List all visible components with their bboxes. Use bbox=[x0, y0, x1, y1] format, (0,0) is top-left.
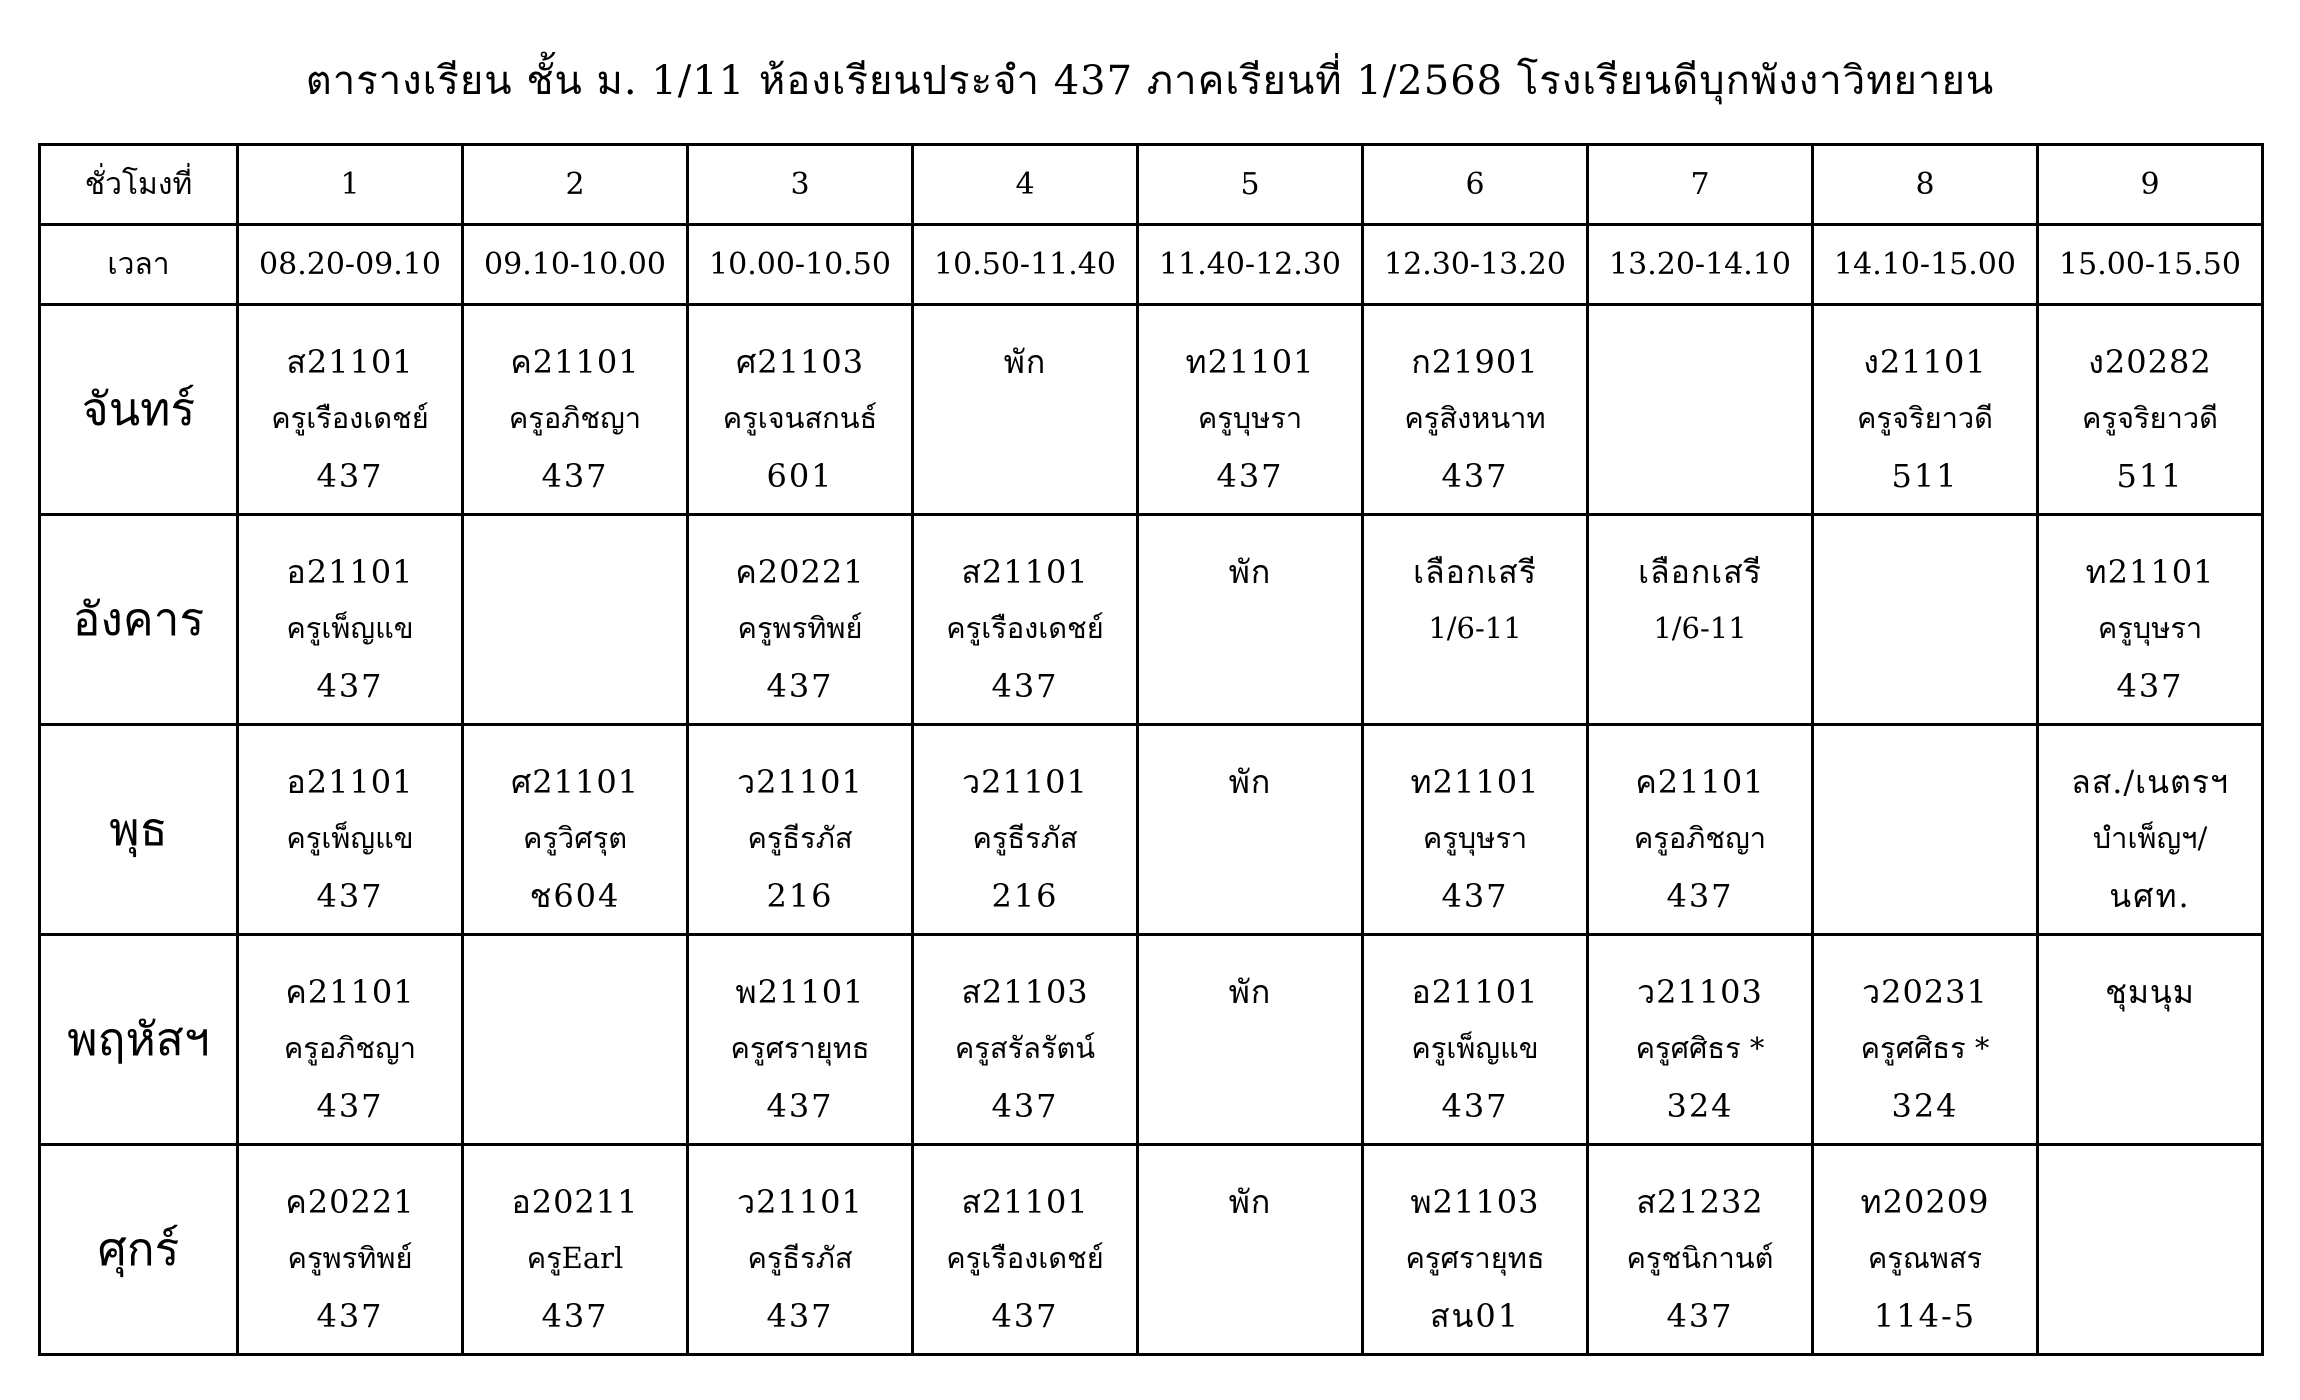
subject-code: ค21101 bbox=[285, 973, 415, 1011]
class-cell bbox=[463, 1145, 688, 1355]
day-name: พุธ bbox=[40, 725, 238, 935]
room-number: 511 bbox=[2116, 457, 2184, 495]
class-cell bbox=[238, 1145, 463, 1355]
class-cell bbox=[1588, 305, 1813, 515]
subject-code: ว21101 bbox=[737, 763, 863, 801]
class-cell-content bbox=[914, 936, 1136, 1136]
room-number: 324 bbox=[1891, 1087, 1959, 1125]
period-time: 09.10-10.00 bbox=[463, 225, 688, 305]
subject-code: ท21101 bbox=[1185, 343, 1315, 381]
class-cell-content bbox=[1589, 306, 1811, 506]
subject-code: อ21101 bbox=[286, 553, 414, 591]
subject-code: ว21103 bbox=[1637, 973, 1763, 1011]
room-number: 437 bbox=[991, 667, 1059, 705]
class-cell-content bbox=[1364, 726, 1586, 926]
day-row bbox=[40, 725, 2263, 935]
class-cell bbox=[1813, 935, 2038, 1145]
teacher-name: ครูเพ็ญแข bbox=[1411, 1031, 1539, 1065]
room-number: 437 bbox=[766, 667, 834, 705]
period-time: 10.00-10.50 bbox=[688, 225, 913, 305]
subject-code: พ21101 bbox=[735, 973, 865, 1011]
teacher-name: ครูเพ็ญแข bbox=[286, 611, 414, 645]
class-cell-content bbox=[239, 306, 461, 506]
period-number: 7 bbox=[1588, 145, 1813, 225]
class-cell-content bbox=[1139, 936, 1361, 1136]
class-cell-content bbox=[2039, 936, 2261, 1136]
period-number: 8 bbox=[1813, 145, 2038, 225]
class-cell bbox=[1363, 935, 1588, 1145]
room-number: 511 bbox=[1891, 457, 1959, 495]
period-time: 15.00-15.50 bbox=[2038, 225, 2263, 305]
subject-code: ส21101 bbox=[286, 343, 414, 381]
class-cell bbox=[463, 935, 688, 1145]
day-name: จันทร์ bbox=[40, 305, 238, 515]
class-cell bbox=[238, 935, 463, 1145]
teacher-name: ครูชนิกานต์ bbox=[1626, 1241, 1774, 1275]
room-number: 437 bbox=[2116, 667, 2184, 705]
class-cell-content bbox=[464, 726, 686, 926]
period-number: 3 bbox=[688, 145, 913, 225]
class-cell-content bbox=[464, 516, 686, 716]
class-cell-content bbox=[464, 936, 686, 1136]
room-number: 437 bbox=[1441, 1087, 1509, 1125]
teacher-name: ครูศศิธร * bbox=[1860, 1031, 1990, 1065]
class-cell bbox=[1138, 515, 1363, 725]
room-number: 437 bbox=[1216, 457, 1284, 495]
class-cell bbox=[1138, 935, 1363, 1145]
room-number: 437 bbox=[316, 457, 384, 495]
teacher-name: ครูสรัลรัตน์ bbox=[954, 1031, 1096, 1065]
page-title: ตารางเรียน ชั้น ม. 1/11 ห้องเรียนประจำ 437 ภาคเรียนที่ 1/2568 โรงเรียนดีบุกพังงาวิทยายน bbox=[305, 58, 1995, 104]
room-number: 324 bbox=[1666, 1087, 1734, 1125]
class-cell-content bbox=[914, 306, 1136, 506]
class-cell-content bbox=[914, 516, 1136, 716]
time-label: เวลา bbox=[40, 225, 238, 305]
class-cell-content bbox=[1364, 516, 1586, 716]
subject-code: ส21101 bbox=[961, 553, 1089, 591]
class-cell bbox=[688, 515, 913, 725]
teacher-name: ครูจริยาวดี bbox=[2082, 401, 2218, 435]
teacher-name: ครูพรทิพย์ bbox=[287, 1241, 413, 1275]
day-name: ศุกร์ bbox=[40, 1145, 238, 1355]
timetable bbox=[38, 143, 2264, 1356]
class-cell bbox=[913, 305, 1138, 515]
class-cell-content bbox=[1139, 726, 1361, 926]
class-cell bbox=[913, 515, 1138, 725]
subject-code: ท21101 bbox=[2085, 553, 2215, 591]
class-cell-content bbox=[689, 1146, 911, 1346]
room-number: นศท. bbox=[2109, 877, 2191, 915]
class-cell-content bbox=[1589, 726, 1811, 926]
class-cell-content bbox=[1364, 1146, 1586, 1346]
subject-code: ศ21103 bbox=[735, 343, 865, 381]
teacher-name: ครูเรืองเดชย์ bbox=[946, 611, 1104, 645]
subject-code: พัก bbox=[1228, 973, 1272, 1011]
class-cell-content bbox=[1139, 306, 1361, 506]
class-cell-content bbox=[689, 726, 911, 926]
room-number: 437 bbox=[1666, 1297, 1734, 1335]
period-time: 12.30-13.20 bbox=[1363, 225, 1588, 305]
class-cell-content bbox=[914, 1146, 1136, 1346]
teacher-name: ครูบุษรา bbox=[1422, 821, 1528, 855]
class-cell bbox=[1813, 515, 2038, 725]
period-number: 6 bbox=[1363, 145, 1588, 225]
class-cell-content bbox=[689, 936, 911, 1136]
class-cell bbox=[913, 725, 1138, 935]
teacher-name: ครูสิงหนาท bbox=[1404, 401, 1546, 435]
class-cell-content bbox=[1589, 1146, 1811, 1346]
class-cell-content bbox=[1814, 936, 2036, 1136]
subject-code: พัก bbox=[1228, 763, 1272, 801]
class-cell bbox=[1813, 305, 2038, 515]
class-cell-content bbox=[464, 306, 686, 506]
class-cell-content bbox=[2039, 516, 2261, 716]
subject-code: เลือกเสรี bbox=[1413, 553, 1537, 591]
class-cell bbox=[238, 305, 463, 515]
subject-code: พัก bbox=[1003, 343, 1047, 381]
class-cell-content bbox=[239, 516, 461, 716]
subject-code: ค21101 bbox=[510, 343, 640, 381]
teacher-name: ครูเจนสกนธ์ bbox=[722, 401, 878, 435]
subject-code: ค20221 bbox=[735, 553, 865, 591]
subject-code: ว21101 bbox=[737, 1183, 863, 1221]
room-number: 437 bbox=[766, 1087, 834, 1125]
class-cell bbox=[1363, 1145, 1588, 1355]
subject-code: ว21101 bbox=[962, 763, 1088, 801]
period-number: 1 bbox=[238, 145, 463, 225]
class-cell-content bbox=[1139, 1146, 1361, 1346]
teacher-name: ครูบุษรา bbox=[2097, 611, 2203, 645]
room-number: 216 bbox=[766, 877, 834, 915]
room-number: 437 bbox=[316, 877, 384, 915]
class-cell-content bbox=[239, 1146, 461, 1346]
class-cell bbox=[688, 1145, 913, 1355]
period-time: 11.40-12.30 bbox=[1138, 225, 1363, 305]
class-cell bbox=[1138, 725, 1363, 935]
room-number: 437 bbox=[1441, 877, 1509, 915]
teacher-name: ครูธีรภัส bbox=[747, 1241, 853, 1275]
teacher-name: ครูณพสร bbox=[1867, 1241, 1983, 1275]
room-number: ช604 bbox=[529, 877, 621, 915]
subject-code: ส21101 bbox=[961, 1183, 1089, 1221]
class-cell-content bbox=[1814, 516, 2036, 716]
teacher-name: ครูอภิชญา bbox=[1633, 821, 1767, 855]
room-number: 216 bbox=[991, 877, 1059, 915]
class-cell bbox=[238, 515, 463, 725]
subject-code: ก21901 bbox=[1411, 343, 1539, 381]
room-number: 437 bbox=[541, 1297, 609, 1335]
class-cell bbox=[463, 305, 688, 515]
subject-code: ส21103 bbox=[961, 973, 1089, 1011]
period-number: 9 bbox=[2038, 145, 2263, 225]
subject-code: ค21101 bbox=[1635, 763, 1765, 801]
room-number: 114-5 bbox=[1873, 1297, 1977, 1335]
subject-code: ศ21101 bbox=[510, 763, 640, 801]
class-cell-content bbox=[689, 516, 911, 716]
room-number: 437 bbox=[316, 1087, 384, 1125]
subject-code: ค20221 bbox=[285, 1183, 415, 1221]
room-number: สน01 bbox=[1429, 1297, 1521, 1335]
room-number: 437 bbox=[1666, 877, 1734, 915]
class-cell bbox=[463, 725, 688, 935]
period-label: ชั่วโมงที่ bbox=[40, 145, 238, 225]
class-cell-content bbox=[689, 306, 911, 506]
teacher-name: ครูธีรภัส bbox=[972, 821, 1078, 855]
teacher-name: ครูวิศรุต bbox=[522, 821, 628, 855]
time-header-row bbox=[40, 225, 2263, 305]
day-name: พฤหัสฯ bbox=[40, 935, 238, 1145]
day-name: อังคาร bbox=[40, 515, 238, 725]
day-row bbox=[40, 1145, 2263, 1355]
class-cell bbox=[1138, 305, 1363, 515]
teacher-name: ครูอภิชญา bbox=[283, 1031, 417, 1065]
class-cell bbox=[1813, 725, 2038, 935]
class-cell bbox=[463, 515, 688, 725]
teacher-name: ครูจริยาวดี bbox=[1857, 401, 1993, 435]
subject-code: พ21103 bbox=[1410, 1183, 1540, 1221]
period-time: 08.20-09.10 bbox=[238, 225, 463, 305]
class-cell-content bbox=[1364, 936, 1586, 1136]
class-cell bbox=[1588, 1145, 1813, 1355]
period-number: 4 bbox=[913, 145, 1138, 225]
class-cell bbox=[688, 725, 913, 935]
class-cell bbox=[1138, 1145, 1363, 1355]
class-cell bbox=[1813, 1145, 2038, 1355]
teacher-name: ครูพรทิพย์ bbox=[737, 611, 863, 645]
period-time: 14.10-15.00 bbox=[1813, 225, 2038, 305]
teacher-name: ครูเรืองเดชย์ bbox=[946, 1241, 1104, 1275]
room-number: 601 bbox=[766, 457, 834, 495]
class-cell-content bbox=[239, 936, 461, 1136]
class-cell-content bbox=[1814, 726, 2036, 926]
class-cell bbox=[1363, 305, 1588, 515]
class-cell-content bbox=[1364, 306, 1586, 506]
day-row bbox=[40, 305, 2263, 515]
room-number: 437 bbox=[1441, 457, 1509, 495]
room-number: 437 bbox=[316, 1297, 384, 1335]
class-cell bbox=[913, 935, 1138, 1145]
class-cell bbox=[2038, 305, 2263, 515]
class-cell-content bbox=[1139, 516, 1361, 716]
teacher-name: ครูธีรภัส bbox=[747, 821, 853, 855]
class-cell-content bbox=[1814, 1146, 2036, 1346]
day-row bbox=[40, 935, 2263, 1145]
class-cell bbox=[2038, 725, 2263, 935]
class-cell bbox=[1588, 515, 1813, 725]
class-cell-content bbox=[464, 1146, 686, 1346]
room-number: 437 bbox=[991, 1087, 1059, 1125]
period-time: 10.50-11.40 bbox=[913, 225, 1138, 305]
teacher-name: ครูEarl bbox=[526, 1241, 624, 1275]
teacher-name: ครูศรายุทธ bbox=[1405, 1241, 1545, 1275]
class-cell-content bbox=[1589, 936, 1811, 1136]
subject-code: พัก bbox=[1228, 1183, 1272, 1221]
class-cell bbox=[1588, 725, 1813, 935]
subject-code: ง20282 bbox=[2088, 343, 2212, 381]
class-cell bbox=[2038, 1145, 2263, 1355]
teacher-name: ครูเรืองเดชย์ bbox=[271, 401, 429, 435]
room-number: 437 bbox=[316, 667, 384, 705]
class-cell bbox=[2038, 935, 2263, 1145]
period-number: 2 bbox=[463, 145, 688, 225]
subject-code: อ21101 bbox=[286, 763, 414, 801]
room-number: 437 bbox=[766, 1297, 834, 1335]
class-cell bbox=[238, 725, 463, 935]
subject-code: ว20231 bbox=[1862, 973, 1988, 1011]
class-cell-content bbox=[1814, 306, 2036, 506]
teacher-name: 1/6-11 bbox=[1428, 611, 1522, 645]
class-cell-content bbox=[239, 726, 461, 926]
class-cell bbox=[688, 935, 913, 1145]
teacher-name: บำเพ็ญฯ/ bbox=[2092, 821, 2208, 855]
class-cell bbox=[1363, 515, 1588, 725]
teacher-name: 1/6-11 bbox=[1653, 611, 1747, 645]
day-row bbox=[40, 515, 2263, 725]
class-cell-content bbox=[1589, 516, 1811, 716]
teacher-name: ครูเพ็ญแข bbox=[286, 821, 414, 855]
period-number: 5 bbox=[1138, 145, 1363, 225]
subject-code: ท20209 bbox=[1860, 1183, 1990, 1221]
subject-code: ส21232 bbox=[1636, 1183, 1764, 1221]
class-cell-content bbox=[2039, 726, 2261, 926]
teacher-name: ครูอภิชญา bbox=[508, 401, 642, 435]
class-cell bbox=[688, 305, 913, 515]
class-cell bbox=[913, 1145, 1138, 1355]
class-cell bbox=[2038, 515, 2263, 725]
subject-code: ชุมนุม bbox=[2105, 973, 2195, 1011]
subject-code: อ20211 bbox=[511, 1183, 639, 1221]
period-time: 13.20-14.10 bbox=[1588, 225, 1813, 305]
subject-code: อ21101 bbox=[1411, 973, 1539, 1011]
teacher-name: ครูบุษรา bbox=[1197, 401, 1303, 435]
room-number: 437 bbox=[541, 457, 609, 495]
class-cell bbox=[1363, 725, 1588, 935]
subject-code: ง21101 bbox=[1863, 343, 1987, 381]
teacher-name: ครูศศิธร * bbox=[1635, 1031, 1765, 1065]
class-cell-content bbox=[2039, 306, 2261, 506]
subject-code: เลือกเสรี bbox=[1638, 553, 1762, 591]
period-header-row bbox=[40, 145, 2263, 225]
teacher-name: ครูศรายุทธ bbox=[730, 1031, 870, 1065]
room-number: 437 bbox=[991, 1297, 1059, 1335]
subject-code: ท21101 bbox=[1410, 763, 1540, 801]
subject-code: ลส./เนตรฯ bbox=[2071, 763, 2229, 801]
class-cell bbox=[1588, 935, 1813, 1145]
class-cell-content bbox=[2039, 1146, 2261, 1346]
subject-code: พัก bbox=[1228, 553, 1272, 591]
class-cell-content bbox=[914, 726, 1136, 926]
